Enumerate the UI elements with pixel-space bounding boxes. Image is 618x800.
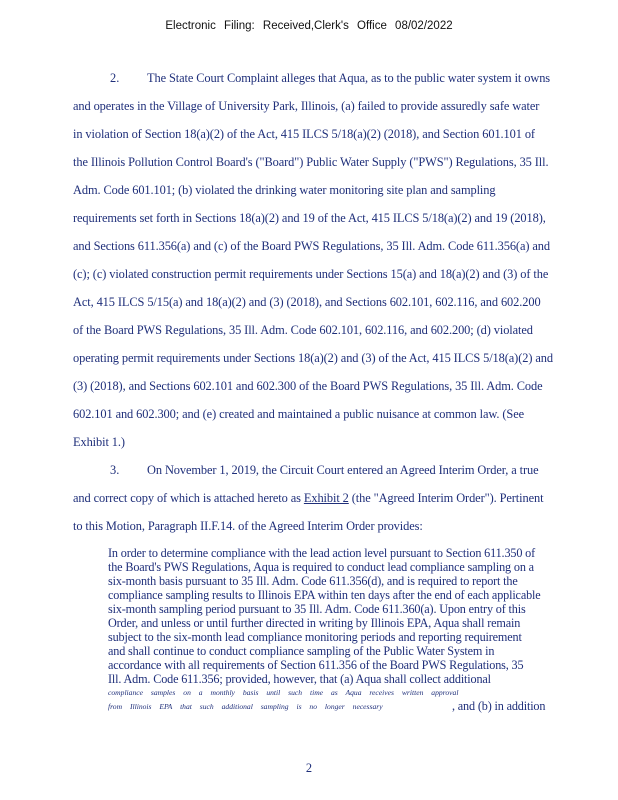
body-line: (3) (2018), and Sections 602.101 and 602.300 of the Board PWS Regulations, 35 Ill. Adm. Code (73, 379, 543, 393)
body-line: On November 1, 2019, the Circuit Court entered an Agreed Interim Order, a true (147, 463, 539, 477)
body-line (73, 491, 543, 506)
body-line: (c); (c) violated construction permit requirements under Sections 15(a) and 18(a)(2) and (3) of the (73, 267, 549, 281)
quote-line: , and (b) in addition (452, 699, 546, 713)
quote-line: Ill. Adm. Code 611.356; provided, however, that (a) Aqua shall collect additional (108, 672, 491, 686)
quote-small-line: compliance samples on a monthly basis until such time as Aqua receives written approval (108, 688, 459, 697)
page-number: 2 (305, 761, 313, 775)
paragraph-number: 2. (110, 71, 120, 85)
quote-line: the Board's PWS Regulations, Aqua is required to conduct lead compliance sampling on a (108, 560, 534, 574)
body-line: 602.101 and 602.300; and (e) created and maintained a public nuisance at common law. (See (73, 407, 525, 421)
quote-line: accordance with all requirements of Section 611.356 of the Board PWS Regulations, 35 (108, 658, 524, 672)
body-line: in violation of Section 18(a)(2) of the Act, 415 ILCS 5/18(a)(2) (2018), and Section 601.101 of (73, 127, 535, 141)
body-line: Exhibit 1.) (73, 435, 125, 449)
quote-line: six-month sampling period pursuant to 35 Ill. Adm. Code 611.360(a). Upon entry of this (108, 602, 526, 616)
body-text: and correct copy of which is attached hereto as (73, 491, 304, 505)
body-line: of the Board PWS Regulations, 35 Ill. Adm. Code 602.101, 602.116, and 602.200; (d) violated (73, 323, 533, 337)
body-line: to this Motion, Paragraph II.F.14. of the Agreed Interim Order provides: (73, 519, 423, 533)
quote-line: In order to determine compliance with the lead action level pursuant to Section 611.350 of (108, 546, 536, 560)
filing-header: Electronic Filing: Received,Clerk's Office 08/02/2022 (165, 20, 453, 32)
quote-small-line: from Illinois EPA that such additional sampling is no longer necessary (108, 702, 383, 711)
body-line: the Illinois Pollution Control Board's ("Board") Public Water Supply ("PWS") Regulations, 35 Ill. (73, 155, 549, 169)
body-line: and operates in the Village of University Park, Illinois, (a) failed to provide assuredly safe water (73, 99, 540, 113)
quote-line: subject to the six-month lead compliance monitoring periods and reporting requirement (108, 630, 522, 644)
body-line: operating permit requirements under Sections 18(a)(2) and (3) of the Act, 415 ILCS 5/18(a)(2) and (73, 351, 553, 365)
exhibit-2-link[interactable]: Exhibit 2 (303, 491, 349, 505)
body-line: The State Court Complaint alleges that Aqua, as to the public water system it owns (147, 71, 551, 85)
body-text: (the "Agreed Interim Order"). Pertinent (348, 491, 544, 505)
quote-line: compliance sampling results to Illinois EPA within ten days after the end of each applicable (108, 588, 541, 602)
body-line: requirements set forth in Sections 18(a)(2) and 19 of the Act, 415 ILCS 5/18(a)(2) and 19 (2018), (73, 211, 546, 225)
paragraph-number: 3. (110, 463, 120, 477)
quote-line: six-month basis pursuant to 35 Ill. Adm. Code 611.356(d), and is required to report the (108, 574, 518, 588)
body-line: and Sections 611.356(a) and (c) of the Board PWS Regulations, 35 Ill. Adm. Code 611.356(a) and (73, 239, 550, 253)
quote-line: Order, and unless or until further directed in writing by Illinois EPA, Aqua shall remain (108, 616, 521, 630)
quote-line: and shall continue to conduct compliance sampling of the Public Water System in (108, 644, 495, 658)
body-line: Act, 415 ILCS 5/15(a) and 18(a)(2) and (3) (2018), and Sections 602.101, 602.116, and 602.200 (73, 295, 541, 309)
body-line: Adm. Code 601.101; (b) violated the drinking water monitoring site plan and sampling (73, 183, 496, 197)
